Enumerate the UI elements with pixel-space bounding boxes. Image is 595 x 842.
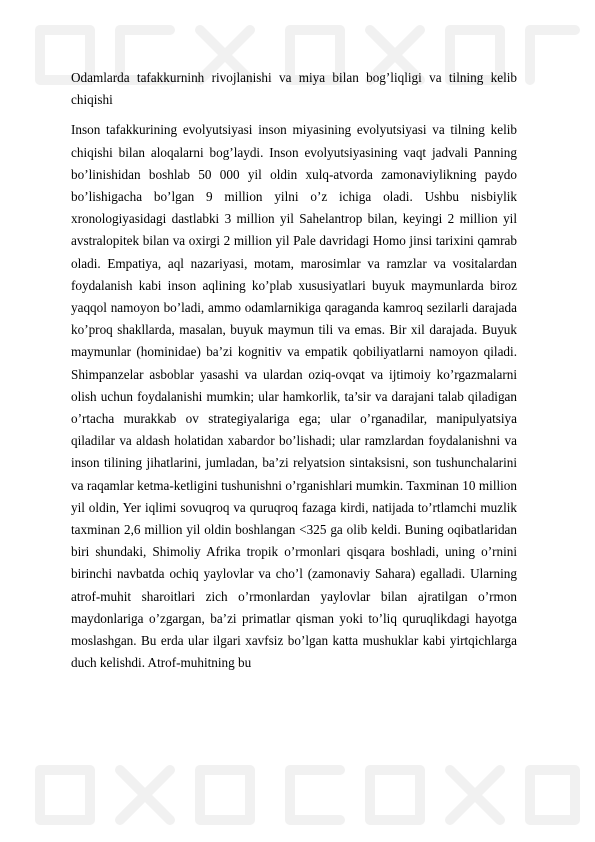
heading-paragraph: Odamlarda tafakkurninh rivojlanishi va miya bilan bog’liqligi va tilning kelib chiqishi — [71, 70, 517, 108]
body-paragraph: Inson tafakkurining evolyutsiyasi inson miyasining evolyutsiyasi va tilning kelib chiqishi bilan aloqalarni bog’laydi. Inson evolyutsiyasining vaqt jadvali Panning bo’linishidan boshlab 50 000 yil oldin xulq-atvorda zamonaviylikning paydo bo’lishigacha bo’lgan 9 million yilni o’z ichiga oladi. Ushbu nisbiylik xronologiyasidagi dastlabki 3 million yil Sahelantrop bilan, keyingi 2 million yil avstralopitek bilan va oxirgi 2 million yil Pale davridagi Homo jinsi tarixini qamrab oladi. Empatiya, aql nazariyasi, motam, marosimlar va ramzlar va vositalardan foydalanish kabi inson aqlining ko’plab xususiyatlari buyuk maymunlarda biroz yaqqol namoyon bo’ladi, ammo odamlarnikiga qaraganda kamroq sezilarli darajada ko’proq shakllarda, masalan, buyuk maymun tili va emas. Bir xil darajada. Buyuk maymunlar (hominidae) ba’zi kognitiv va empatik qobiliyatlarni namoyon qiladi. Shimpanzelar asboblar yasashi va ulardan oziq-ovqat va ijtimoiy ko’rgazmalarni olish uchun foydalanishi mumkin; ular hamkorlik, ta’sir va darajani talab qiladigan o’rtacha murakkab ov strategiyalariga ega; ular o’rganadilar, manipulyatsiya qiladilar va aldash holatidan xabardor bo’lishadi; ular ramzlardan foydalanishni va inson tilining jihatlarini, jumladan, ba’zi relyatsion sintaksisni, son tushunchalarini va raqamlar ketma-ketligini tushunishni o’rganishlari mumkin. Taxminan 10 million yil oldin, Yer iqlimi sovuqroq va quruqroq fazaga kirdi, natijada to’rtlamchi muzlik taxminan 2,6 million yil oldin boshlangan <325 ga olib keldi. Buning oqibatlaridan biri shundaki, Shimoliy Afrika tropik o’rmonlari qisqara boshladi, uning o’rnini birinchi navbatda ochiq yaylovlar va cho’l (zamonaviy Sahara) egalladi. Ularning atrof-muhit sharoitlari zich o’rmonlardan yaylovlar bilan ajratilgan o’rmon maydonlariga o’zgargan, ba’zi primatlar qisman yoki to’liq quruqlikdagi hayotga moslashgan. Bu erda ular ilgari xavfsiz bo’lgan katta mushuklar kabi yirtqichlarga duch kelishdi. Atrof-muhitning bu — [71, 122, 517, 671]
document-body — [71, 67, 517, 674]
